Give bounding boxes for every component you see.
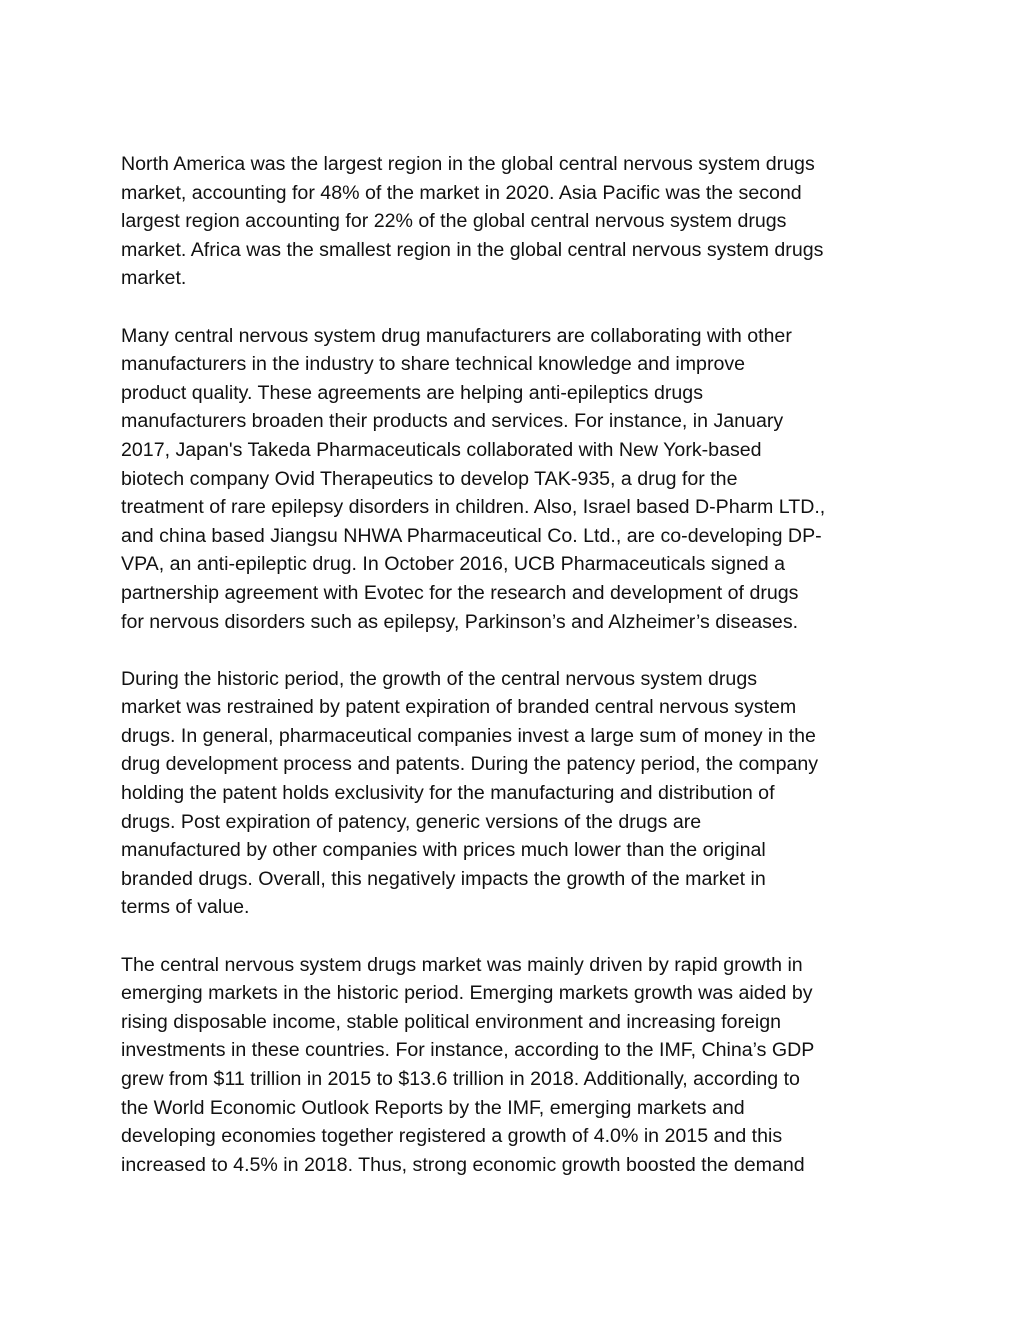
text-line: drugs. Post expiration of patency, generic versions of the drugs are — [121, 810, 702, 833]
text-line: investments in these countries. For instance, according to the IMF, China’s GDP — [121, 1039, 815, 1062]
text-line: manufactured by other companies with prices much lower than the original — [121, 839, 766, 862]
text-line: terms of value. — [121, 896, 250, 919]
text-line: largest region accounting for 22% of the global central nervous system drugs — [121, 210, 787, 233]
paragraph-patent-expiration — [121, 665, 901, 922]
text-line: and china based Jiangsu NHWA Pharmaceutical Co. Ltd., are co-developing DP- — [121, 524, 822, 547]
text-line: manufacturers in the industry to share technical knowledge and improve — [121, 353, 746, 376]
document-body — [121, 150, 901, 1208]
text-line: market. — [121, 267, 187, 290]
paragraph-regional-market — [121, 150, 901, 293]
text-line: for nervous disorders such as epilepsy, Parkinson’s and Alzheimer’s diseases. — [121, 610, 799, 633]
text-line: market. Africa was the smallest region in the global central nervous system drugs — [121, 238, 824, 261]
text-line: partnership agreement with Evotec for the research and development of drugs — [121, 581, 799, 604]
text-line: biotech company Ovid Therapeutics to develop TAK-935, a drug for the — [121, 467, 738, 490]
paragraph-collaborations — [121, 322, 901, 637]
text-line: North America was the largest region in the global central nervous system drugs — [121, 153, 815, 175]
text-line: grew from $11 trillion in 2015 to $13.6 trillion in 2018. Additionally, according to — [121, 1068, 800, 1090]
text-line: Many central nervous system drug manufacturers are collaborating with other — [121, 324, 792, 347]
text-line: drugs. In general, pharmaceutical companies invest a large sum of money in the — [121, 724, 816, 747]
paragraph-emerging-markets — [121, 951, 901, 1180]
text-line: 2017, Japan's Takeda Pharmaceuticals collaborated with New York-based — [121, 438, 762, 461]
text-line: treatment of rare epilepsy disorders in children. Also, Israel based D-Pharm LTD., — [121, 496, 826, 519]
text-line: market, accounting for 48% of the market in 2020. Asia Pacific was the second — [121, 181, 802, 204]
text-line: VPA, an anti-epileptic drug. In October 2016, UCB Pharmaceuticals signed a — [121, 553, 786, 576]
text-line: the World Economic Outlook Reports by the IMF, emerging markets and — [121, 1096, 745, 1119]
text-line: The central nervous system drugs market was mainly driven by rapid growth in — [121, 953, 803, 976]
text-line: drug development process and patents. During the patency period, the company — [121, 753, 819, 776]
text-line: During the historic period, the growth of the central nervous system drugs — [121, 667, 758, 690]
text-line: rising disposable income, stable political environment and increasing foreign — [121, 1010, 782, 1033]
text-line: market was restrained by patent expiration of branded central nervous system — [121, 696, 797, 719]
text-line: manufacturers broaden their products and services. For instance, in January — [121, 410, 784, 433]
text-line: developing economies together registered a growth of 4.0% in 2015 and this — [121, 1125, 783, 1148]
text-line: product quality. These agreements are helping anti-epileptics drugs — [121, 381, 703, 404]
text-line: branded drugs. Overall, this negatively impacts the growth of the market in — [121, 867, 766, 890]
text-line: emerging markets in the historic period. Emerging markets growth was aided by — [121, 982, 813, 1005]
text-line: holding the patent holds exclusivity for the manufacturing and distribution of — [121, 782, 775, 805]
text-line: increased to 4.5% in 2018. Thus, strong economic growth boosted the demand — [121, 1153, 805, 1176]
